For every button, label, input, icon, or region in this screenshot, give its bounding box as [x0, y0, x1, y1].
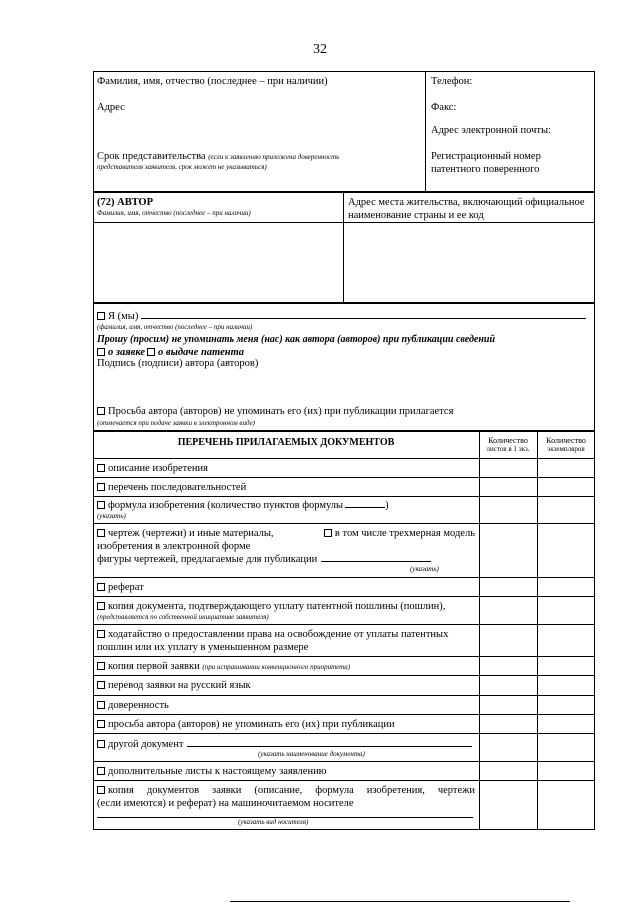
doc-item-petition: ходатайство о предоставлении права на освобождение от уплаты патентных	[97, 628, 448, 641]
doc-item-description: описание изобретения	[97, 462, 208, 475]
reg-label-2: патентного поверенного	[431, 164, 540, 175]
copy-checkbox[interactable]	[97, 786, 105, 794]
description-checkbox[interactable]	[97, 464, 105, 472]
author-name-note: Фамилия, имя, отчество (последнее – при наличии)	[97, 209, 251, 217]
doc-item-sequences: перечень последовательностей	[97, 481, 246, 494]
phone-label: Телефон:	[431, 76, 473, 87]
formula-checkbox[interactable]	[97, 501, 105, 509]
we-name-note: (фамилия, имя, отчество (последнее – при наличии)	[97, 323, 253, 331]
ask-options: о заявке о выдаче патента	[97, 346, 244, 359]
we-line: Я (мы)	[97, 310, 586, 323]
sequences-checkbox[interactable]	[97, 483, 105, 491]
attached-line: Просьба автора (авторов) не упоминать его (их) при публикации прилагается	[97, 405, 453, 418]
model-checkbox[interactable]	[324, 529, 332, 537]
col-sheets-header: Количество листов в 1 экз.	[486, 436, 530, 453]
author-request-checkbox[interactable]	[97, 720, 105, 728]
email-label: Адрес электронной почты:	[431, 125, 551, 136]
signature-label: Подпись (подписи) автора (авторов)	[97, 358, 259, 369]
doc-item-poa: доверенность	[97, 699, 169, 712]
term-note: представителя заявителя, срок может не указываться)	[97, 163, 267, 171]
residence-label-2: наименование страны и ее код	[348, 210, 484, 221]
reg-label-1: Регистрационный номер	[431, 151, 541, 162]
doc-item-author-request: просьба автора (авторов) не упоминать его (их) при публикации	[97, 718, 395, 731]
opt-app-checkbox[interactable]	[97, 348, 105, 356]
drawings-line-2: изобретения в электронной форме	[97, 541, 251, 552]
doc-item-copy: копия документов заявки (описание, формула изобретения, чертежи	[97, 784, 475, 797]
author-title: (72) АВТОР	[97, 197, 154, 208]
doc-item-drawings: чертеж (чертежи) и иные материалы, в том числе трехмерная модель	[97, 527, 475, 540]
residence-label-1: Адрес места жительства, включающий официальное	[348, 197, 585, 208]
other-checkbox[interactable]	[97, 740, 105, 748]
attached-checkbox[interactable]	[97, 407, 105, 415]
translation-checkbox[interactable]	[97, 681, 105, 689]
scan-edge-line	[230, 901, 570, 902]
extra-sheets-checkbox[interactable]	[97, 767, 105, 775]
name-label: Фамилия, имя, отчество (последнее – при наличии)	[97, 76, 328, 87]
page-number: 32	[313, 42, 327, 57]
drawings-line-3: фигуры чертежей, предлагаемые для публикации	[97, 553, 431, 566]
opt-patent-checkbox[interactable]	[147, 348, 155, 356]
formula-note: (указать)	[97, 512, 126, 520]
copy-note: (указать вид носителя)	[238, 818, 309, 826]
doc-item-other: другой документ	[97, 738, 472, 751]
abstract-checkbox[interactable]	[97, 583, 105, 591]
doc-item-fee: копия документа, подтверждающего уплату патентной пошлины (пошлин),	[97, 600, 445, 613]
documents-title: ПЕРЕЧЕНЬ ПРИЛАГАЕМЫХ ДОКУМЕНТОВ	[177, 437, 395, 448]
drawings-checkbox[interactable]	[97, 529, 105, 537]
petition-line-2: пошлин или их уплату в уменьшенном размере	[97, 642, 309, 653]
petition-checkbox[interactable]	[97, 630, 105, 638]
fee-note: (представляется по собственной инициативе заявителя)	[97, 613, 269, 621]
poa-checkbox[interactable]	[97, 701, 105, 709]
doc-item-abstract: реферат	[97, 581, 144, 594]
fax-label: Факс:	[431, 102, 457, 113]
we-checkbox[interactable]	[97, 312, 105, 320]
term-label: Срок представительства (если к заявлению приложена доверенность	[97, 151, 340, 162]
ask-text: Прошу (просим) не упоминать меня (нас) как автора (авторов) при публикации сведений	[97, 334, 496, 345]
attached-note: (отмечается при подаче заявки в электронном виде)	[97, 419, 256, 427]
address-label: Адрес	[97, 102, 125, 113]
doc-item-formula: формула изобретения (количество пунктов формулы )	[97, 499, 389, 512]
copy-line-2: (если имеются) и реферат) на машиночитаемом носителе	[97, 798, 354, 809]
doc-item-first-app: копия первой заявки (при испрашивании конвенционного приоритета)	[97, 660, 350, 673]
doc-item-translation: перевод заявки на русский язык	[97, 679, 251, 692]
fee-checkbox[interactable]	[97, 602, 105, 610]
drawings-note: (указать)	[410, 565, 439, 573]
other-note: (указать наименование документа)	[258, 750, 365, 758]
first-app-checkbox[interactable]	[97, 662, 105, 670]
col-copies-header: Количество экземпляров	[546, 436, 586, 453]
doc-item-extra-sheets: дополнительные листы к настоящему заявлению	[97, 765, 327, 778]
